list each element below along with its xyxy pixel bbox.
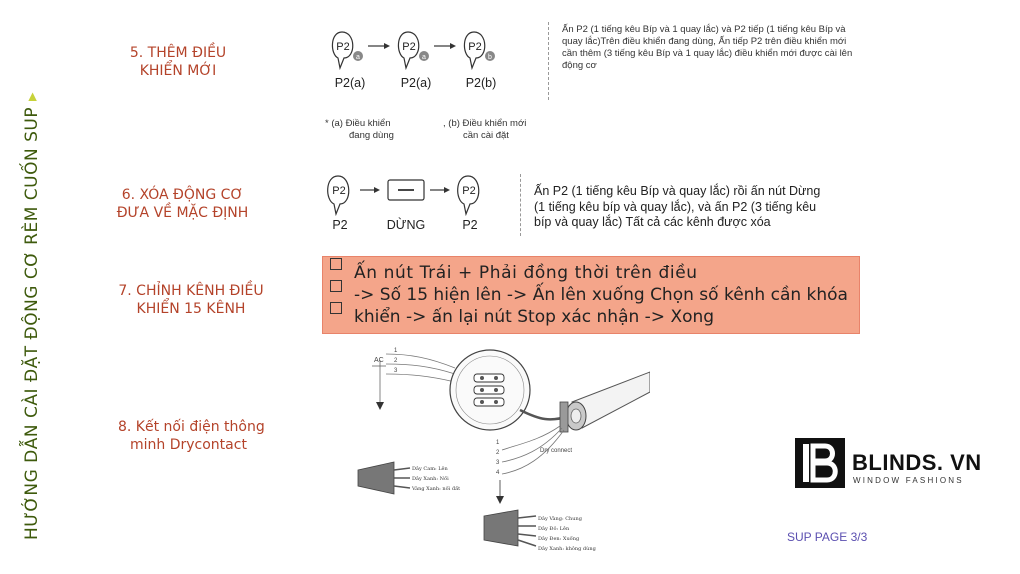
remote-p2-b-icon [464, 32, 495, 68]
arrow-right-icon [430, 187, 450, 193]
svg-text:Dây Xanh: Nối: Dây Xanh: Nối [412, 476, 449, 482]
svg-text:Dây Xanh: không dùng: Dây Xanh: không dùng [538, 546, 596, 552]
step6-sequence-diagram [322, 172, 522, 218]
vertical-doc-title [22, 30, 62, 540]
svg-text:3: 3 [496, 460, 500, 466]
svg-text:Dây Đen: Xuống: Dây Đen: Xuống [538, 536, 580, 542]
step5-title: 5. THÊM ĐIỀU KHIỂN MỚI [129, 45, 227, 79]
arrow-right-icon [434, 43, 456, 49]
divider [520, 174, 521, 236]
svg-text:a: a [356, 54, 360, 61]
stop-button-icon [388, 180, 424, 200]
step5-note-a: * (a) Điều khiển đang dùng [325, 118, 394, 141]
remote-p2-icon [328, 176, 349, 214]
junction-box-icon [450, 350, 530, 430]
svg-text:1: 1 [394, 348, 398, 354]
svg-text:4: 4 [496, 470, 500, 476]
step6-label-1: P2 [332, 218, 348, 232]
step5-label-3: P2(b) [465, 76, 497, 90]
arrow-right-icon [368, 43, 390, 49]
svg-text:Vàng Xanh: nối đất: Vàng Xanh: nối đất [412, 486, 461, 492]
svg-text:b: b [488, 54, 492, 61]
vertical-doc-title-text: HƯỚNG DẪN CÀI ĐẶT ĐỘNG CƠ RÈM CUỐN SUP ▸ [22, 91, 42, 540]
svg-text:1: 1 [496, 440, 500, 446]
svg-text:P2: P2 [402, 41, 416, 53]
svg-text:2: 2 [496, 450, 500, 456]
step6-label-2: DỪNG [386, 218, 426, 232]
step8-title: 8. Kết nối điện thông minh Drycontact [118, 419, 265, 453]
step6-title: 6. XÓA ĐỘNG CƠ ĐƯA VỀ MẶC ĐỊNH [116, 187, 249, 221]
svg-text:P2: P2 [468, 41, 482, 53]
page-label: SUP PAGE 3/3 [787, 530, 868, 544]
svg-text:Dây Vàng: Chung: Dây Vàng: Chung [538, 516, 582, 522]
p2-text: P2 [336, 41, 350, 53]
checkbox-icon [330, 280, 342, 292]
drycontact-wiring-diagram [350, 340, 650, 562]
svg-text:2: 2 [394, 358, 398, 364]
logo-name: BLINDS. VN [852, 450, 982, 475]
step7-instructions: Ấn nút Trái + Phải đồng thời trên điều -> Số 15 hiện lên -> Ấn lên xuống Chọn số kênh cần khóa khiển -> ấn lại nút Stop xác nhận -> Xong [354, 263, 848, 327]
divider [548, 22, 549, 100]
remote-p2-a-icon-2 [398, 32, 429, 68]
step5-sequence-diagram [328, 26, 518, 76]
ac-label: AC [374, 357, 384, 364]
svg-text:P2: P2 [332, 185, 346, 197]
arrow-down-icon [376, 402, 384, 410]
checkbox-icon [330, 302, 342, 314]
cable-end-icon [358, 462, 410, 494]
blinds-logo-icon [795, 438, 845, 488]
step5-note-b: , (b) Điều khiển mới cần cài đặt [443, 118, 527, 141]
svg-text:Dây Cam: Lên: Dây Cam: Lên [412, 466, 448, 472]
arrow-down-icon [496, 496, 504, 504]
step5-label-1: P2(a) [334, 76, 366, 90]
step5-description: Ấn P2 (1 tiếng kêu Bíp và 1 quay lắc) và P2 tiếp (1 tiếng kêu Bíp và quay lắc)Trên điều khiển đang dùng, Ấn tiếp P2 trên điều khiển mới cần thêm (3 tiếng kêu Bíp và 1 quay lắc) điều khiển mới được cài lên động cơ [562, 24, 853, 71]
svg-text:P2: P2 [462, 185, 476, 197]
arrow-right-icon [360, 187, 380, 193]
step6-label-3: P2 [462, 218, 478, 232]
svg-text:3: 3 [394, 368, 398, 374]
logo-tagline: WINDOW FASHIONS [853, 476, 964, 485]
svg-text:a: a [422, 54, 426, 61]
motor-tube-icon [560, 372, 650, 432]
step7-title: 7. CHỈNH KÊNH ĐIỀU KHIỂN 15 KÊNH [118, 283, 264, 317]
checkbox-icon [330, 258, 342, 270]
svg-text:Dây Đỏ: Lên: Dây Đỏ: Lên [538, 526, 570, 532]
step5-label-2: P2(a) [400, 76, 432, 90]
cable-end-icon [484, 510, 536, 546]
dry-connect-label: Dry connect [540, 448, 573, 454]
step6-description: Ấn P2 (1 tiếng kêu Bíp và quay lắc) rồi ấn nút Dừng (1 tiếng kêu bíp và quay lắc), và ấn P2 (3 tiếng kêu bíp và quay lắc) Tất cả các kênh được xóa [534, 184, 821, 229]
remote-p2-icon [458, 176, 479, 214]
remote-p2-a-icon-1 [332, 32, 363, 68]
